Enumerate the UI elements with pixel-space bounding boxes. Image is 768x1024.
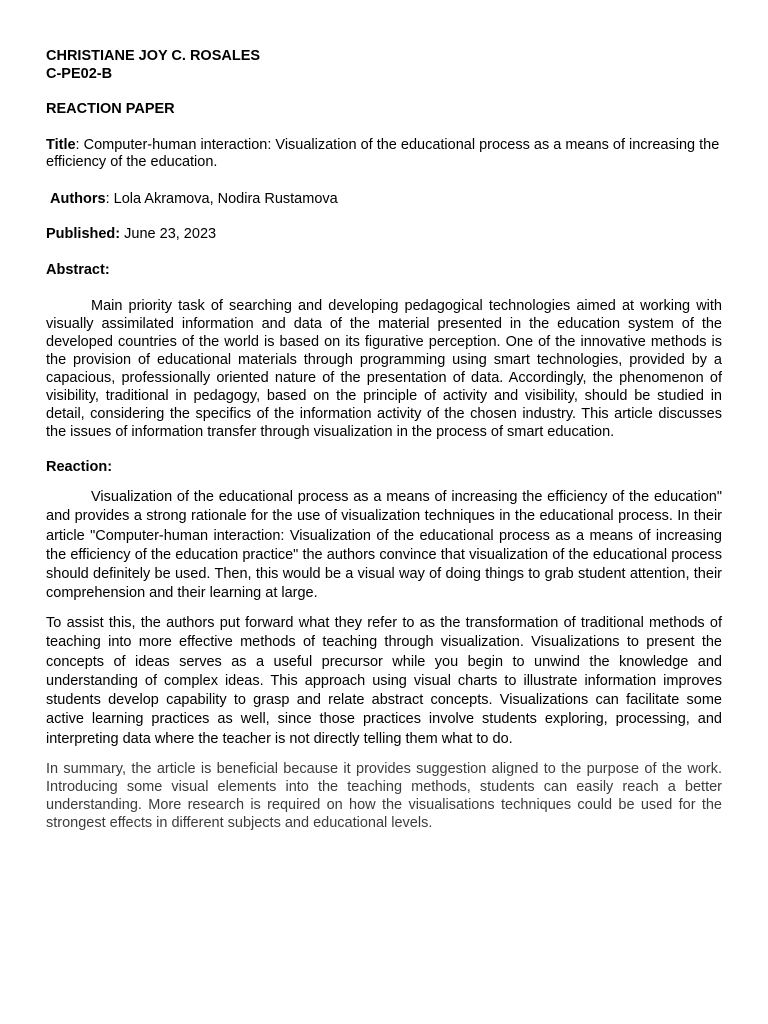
reaction-paragraph-1: Visualization of the educational process as a means of increasing the efficiency of the education" and provides a strong rationale for the use of visualization techniques in the educational process. In their article "Computer-human interaction: Visualization of the educational process as a means of increasing the efficiency of the education practice" the authors convince that visualization of the educational process should definitely be used. Then, this would be a visual way of doing things to grab student attention, their comprehension and their learning at large. xyxy=(46,489,722,602)
doc-type-heading: REACTION PAPER xyxy=(46,101,175,117)
title-line xyxy=(46,137,722,171)
section-code: C-PE02-B xyxy=(46,66,113,82)
abstract-heading: Abstract: xyxy=(46,262,110,278)
abstract-body: Main priority task of searching and developing pedagogical technologies aimed at working with visually assimilated information and data of the material presented in the education system of the developed countries of the world is based on its figurative perception. One of the innovative methods is the provision of educational materials through programming using smart technologies, provided by a capacious, professionally oriented nature of the presentation of data. Accordingly, the phenomenon of visibility, traditional in pedagogy, based on the principle of activity and visibility, should be studied in detail, considering the specifics of the information activity of the chosen industry. This article discusses the issues of information transfer through visualization in the process of smart education. xyxy=(46,298,722,440)
reaction-heading: Reaction: xyxy=(46,459,113,475)
authors-value: : Lola Akramova, Nodira Rustamova xyxy=(105,191,338,207)
title-value: : Computer-human interaction: Visualization of the educational process as a means of increasing the efficiency of the education. xyxy=(46,137,720,170)
published-label: Published: xyxy=(46,226,121,242)
author-name: CHRISTIANE JOY C. ROSALES xyxy=(46,48,261,64)
reaction-paragraph-3: In summary, the article is beneficial because it provides suggestion aligned to the purpose of the work. Introducing some visual elements into the teaching methods, students can easily reach a better understanding. More research is required on how the visualisations techniques could be used for the strongest effects in different subjects and educational levels. xyxy=(46,761,722,831)
title-label: Title xyxy=(46,137,76,153)
published-value: June 23, 2023 xyxy=(120,226,217,242)
reaction-paragraph-2: To assist this, the authors put forward what they refer to as the transformation of traditional methods of teaching into more effective methods of teaching through visualization. Visualizations to present the concepts of ideas serves as a useful precursor while you begin to unwind the knowledge and understanding of complex ideas. This approach using visual charts to illustrate information improves students develop capability to grasp and relate abstract concepts. Visualizations can facilitate some active learning practices as well, since those practices involve students exploring, processing, and interpreting data where the teacher is not directly telling them what to do. xyxy=(46,615,722,747)
published-line xyxy=(46,226,722,243)
authors-line xyxy=(50,191,726,208)
authors-label: Authors xyxy=(50,191,106,207)
